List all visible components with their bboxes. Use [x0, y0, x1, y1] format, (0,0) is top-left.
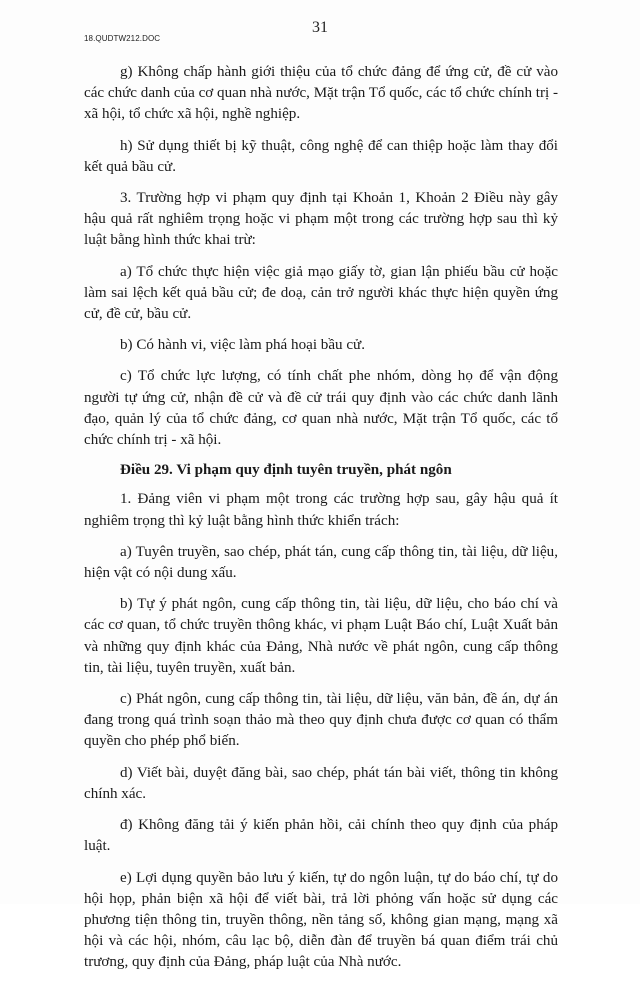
paragraph-h: h) Sử dụng thiết bị kỹ thuật, công nghệ để can thiệp hoặc làm thay đổi kết quả bầu cử. — [84, 137, 558, 175]
paragraph-1d: d) Viết bài, duyệt đăng bài, sao chép, phát tán bài viết, thông tin không chính xác. — [84, 764, 558, 802]
paragraph-clause-3: 3. Trường hợp vi phạm quy định tại Khoản 1, Khoản 2 Điều này gây hậu quả rất nghiêm trọng hoặc vi phạm một trong các trường hợp sau thì kỷ luật bằng hình thức khai trừ: — [84, 190, 558, 249]
paragraph-3c: c) Tổ chức lực lượng, có tính chất phe nhóm, dòng họ để vận động người tự ứng cử, nhận đề cử và đề cử trái quy định vào các chức danh lãnh đạo, quản lý của tổ chức đảng, cơ quan nhà nước, Mặt trận Tổ quốc, các tổ chức chính trị - xã hội. — [84, 368, 558, 449]
paragraph-1c: c) Phát ngôn, cung cấp thông tin, tài liệu, dữ liệu, văn bản, đề án, dự án đang trong quá trình soạn thảo mà theo quy định chưa được cơ quan có thẩm quyền cho phép phổ biến. — [84, 691, 558, 750]
document-body — [84, 62, 558, 984]
paragraph-1a: a) Tuyên truyền, sao chép, phát tán, cung cấp thông tin, tài liệu, dữ liệu, hiện vật có nội dung xấu. — [84, 543, 558, 582]
file-label: 18.QUDTW212.DOC — [84, 34, 161, 43]
paragraph-1e: e) Lợi dụng quyền bảo lưu ý kiến, tự do ngôn luận, tự do báo chí, tự do hội họp, phản biện xã hội để viết bài, trả lời phỏng vấn hoặc sử dụng các phương tiện thông tin, truyền thông, nền tảng số, không gian mạng, mạng xã hội và các hội, nhóm, câu lạc bộ, diễn đàn để truyền bá quan điểm trái chủ trương, quy định của Đảng, pháp luật của Nhà nước. — [84, 869, 558, 971]
paragraph-g: g) Không chấp hành giới thiệu của tổ chức đảng để ứng cử, đề cử vào các chức danh của cơ quan nhà nước, Mặt trận Tổ quốc, các tổ chức chính trị - xã hội, tổ chức xã hội, nghề nghiệp. — [84, 64, 558, 123]
paragraph-clause-1: 1. Đảng viên vi phạm một trong các trường hợp sau, gây hậu quả ít nghiêm trọng thì kỷ luật bằng hình thức khiển trách: — [84, 491, 558, 529]
paragraph-3a: a) Tổ chức thực hiện việc giả mạo giấy tờ, gian lận phiếu bầu cử hoặc làm sai lệch kết quả bầu cử; đe doạ, cản trở người khác thực hiện quyền ứng cử, đề cử, bầu cử. — [84, 263, 558, 323]
paragraph-1dd: đ) Không đăng tải ý kiến phản hồi, cải chính theo quy định của pháp luật. — [84, 817, 558, 855]
article-heading: Điều 29. Vi phạm quy định tuyên truyền, phát ngôn — [120, 462, 452, 479]
page-number: 31 — [312, 19, 328, 36]
paragraph-3b: b) Có hành vi, việc làm phá hoại bầu cử. — [120, 337, 366, 354]
paragraph-1b: b) Tự ý phát ngôn, cung cấp thông tin, tài liệu, dữ liệu, cho báo chí và các cơ quan, tổ chức truyền thông khác, vi phạm Luật Báo chí, Luật Xuất bản và những quy định khác của Đảng, Nhà nước về phát ngôn, cung cấp thông tin, tài liệu, tuyên truyền, xuất bản. — [84, 596, 558, 676]
